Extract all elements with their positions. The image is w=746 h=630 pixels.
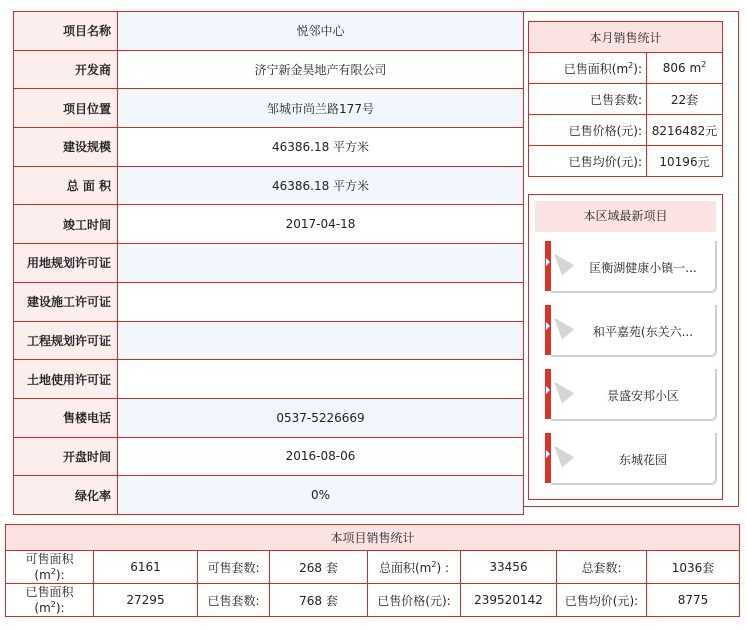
info-label: 项目名称 [14,12,118,51]
info-label: 项目位置 [14,89,118,128]
sold-units-value: 22套 [647,84,723,115]
new-projects-title: 本区域最新项目 [535,201,716,232]
info-row [14,282,524,321]
info-row [14,476,524,515]
info-row [14,321,524,360]
project-info-table [13,11,524,515]
sold-units-value: 768 套 [270,584,368,617]
total-area-value: 33456 [461,551,557,584]
sold-area-value: 806 $m^2$ [647,53,723,84]
info-value [118,244,524,283]
total-area-label: 总面积$(m^2)$ : [368,551,461,584]
info-label: 绿化率 [14,476,118,515]
info-row [14,437,524,476]
sold-price-label: 已售价格(元): [368,584,461,617]
sold-area-label: 已售面积$(m^2)$: [529,53,647,84]
info-value: 46386.18 平方米 [118,128,524,167]
sold-price-label: 已售价格(元): [529,115,647,146]
info-label: 建设规模 [14,128,118,167]
info-row [14,128,524,167]
info-label: 开发商 [14,50,118,89]
new-project-item[interactable] [545,433,717,487]
new-project-item[interactable] [545,305,717,359]
info-value [118,360,524,399]
monthly-sales-stats [528,21,723,177]
info-label: 总 面 积 [14,166,118,205]
new-project-name[interactable]: 匡衡湖健康小镇一... [589,261,697,275]
new-project-item[interactable] [545,241,717,295]
total-units-label: 总套数: [557,551,647,584]
sold-price-value: 8216482元 [647,115,723,146]
sold-units-label: 已售套数: [529,84,647,115]
info-value: 邹城市尚兰路177号 [118,89,524,128]
new-project-name[interactable]: 和平嘉苑(东关六... [592,325,694,339]
avg-price-label: 已售均价(元): [529,146,647,177]
info-label: 建设施工许可证 [14,282,118,321]
info-label: 工程规划许可证 [14,321,118,360]
info-row [14,12,524,51]
info-value [118,321,524,360]
info-row [14,398,524,437]
info-label: 土地使用许可证 [14,360,118,399]
info-value: 0% [118,476,524,515]
info-value: 济宁新金昊地产有限公司 [118,50,524,89]
sold-price-value: 239520142 [461,584,557,617]
available-units-value: 268 套 [270,551,368,584]
red-tag-icon [545,305,551,355]
project-stats-title: 本项目销售统计 [6,525,740,551]
info-row [14,244,524,283]
info-label: 用地规划许可证 [14,244,118,283]
info-value: 2016-08-06 [118,437,524,476]
new-project-item[interactable] [545,369,717,423]
info-row [14,360,524,399]
info-label: 售楼电话 [14,398,118,437]
info-row [14,89,524,128]
info-label: 开盘时间 [14,437,118,476]
avg-price-value: 8775 [647,584,740,617]
info-value [118,282,524,321]
info-value: 2017-04-18 [118,205,524,244]
info-value: 0537-5226669 [118,398,524,437]
info-row [14,50,524,89]
sold-area-label: 已售面积 $(m^2)$: [6,584,94,617]
red-tag-icon [545,241,551,291]
new-project-name[interactable]: 东城花园 [618,453,667,467]
info-row [14,166,524,205]
info-value: 46386.18 平方米 [118,166,524,205]
monthly-stats-title: 本月销售统计 [529,22,723,53]
total-units-value: 1036套 [647,551,740,584]
new-projects-panel [528,194,723,500]
info-row [14,205,524,244]
avg-price-value: 10196元 [647,146,723,177]
sold-area-value: 27295 [94,584,198,617]
info-label: 竣工时间 [14,205,118,244]
available-area-label: 可售面积 $(m^2)$: [6,551,94,584]
new-project-name[interactable]: 景盛安邦小区 [606,389,679,403]
info-value: 悦邻中心 [118,12,524,51]
project-sales-stats [5,524,740,617]
available-units-label: 可售套数: [198,551,270,584]
sold-units-label: 已售套数: [198,584,270,617]
red-tag-icon [545,433,551,483]
avg-price-label: 已售均价(元): [557,584,647,617]
available-area-value: 6161 [94,551,198,584]
red-tag-icon [545,369,551,419]
